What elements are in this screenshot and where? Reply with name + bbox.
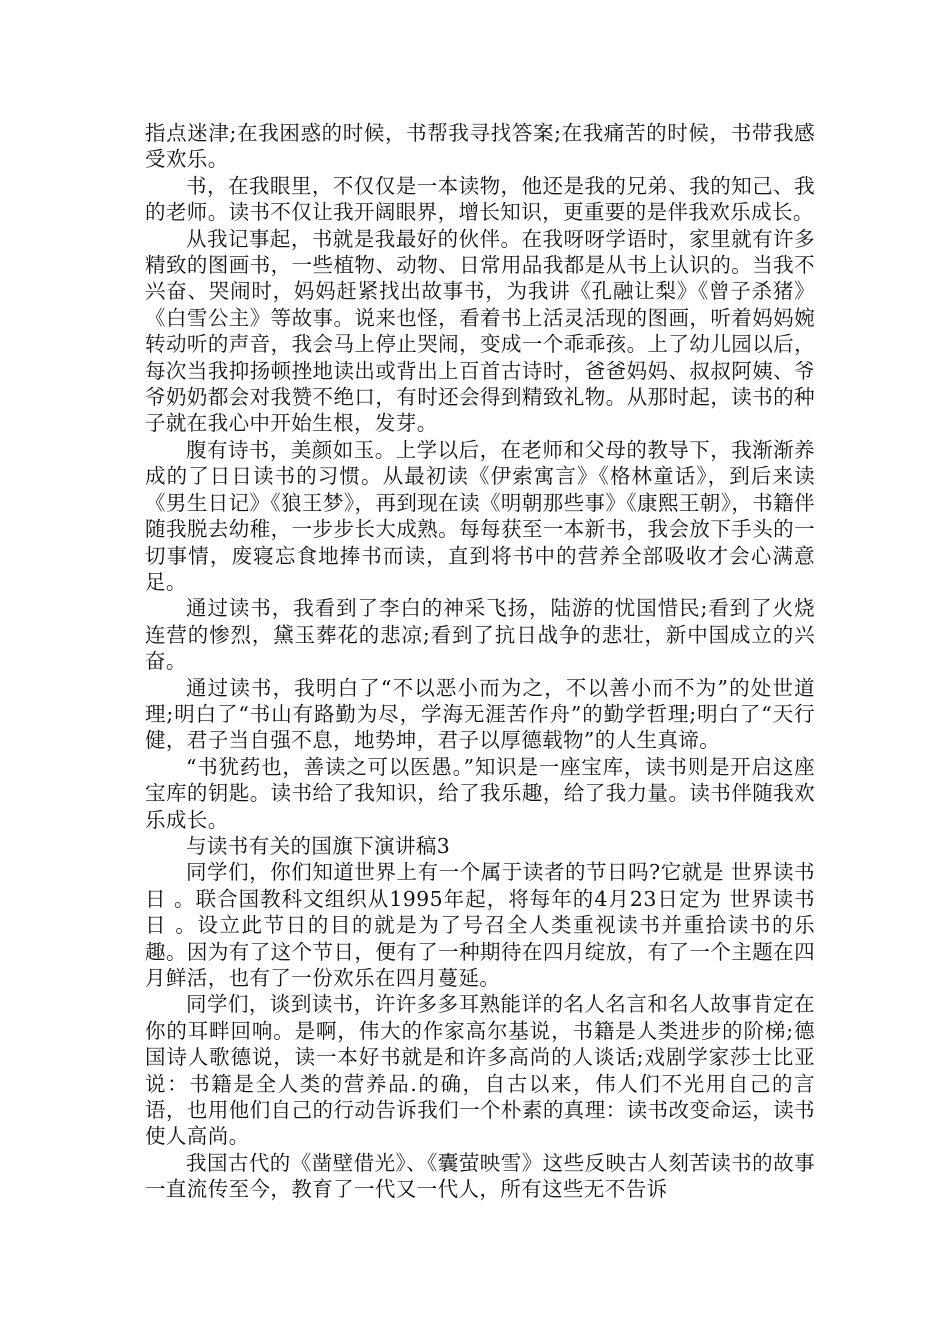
paragraph-3: 从我记事起，书就是我最好的伙伴。在我呀呀学语时，家里就有许多精致的图画书，一些植物、动物、日常用品我都是从书上认识的。当我不兴奋、哭闹时，妈妈赶紧找出故事书，为我讲《孔融让梨》《曾子杀猪》《白雪公主》等故事。说来也怪，看着书上活灵活现的图画，听着妈妈婉转动听的声音，我会马上停止哭闹，变成一个乖乖孩。上了幼儿园以后，每次当我抑扬顿挫地读出或背出上百首古诗时，爸爸妈妈、叔叔阿姨、爷爷奶奶都会对我赞不绝口，有时还会得到精致礼物。从那时起，读书的种子就在我心中开始生根，发芽。 (145, 226, 815, 436)
paragraph-4: 腹有诗书，美颜如玉。上学以后，在老师和父母的教导下，我渐渐养成的了日日读书的习惯。从最初读《伊索寓言》《格林童话》，到后来读《男生日记》《狼王梦》，再到现在读《明朝那些事》《康熙王朝》，书籍伴随我脱去幼稚，一步步长大成熟。每每获至一本新书，我会放下手头的一切事情，废寝忘食地捧书而读，直到将书中的营养全部吸收才会心满意足。 (145, 437, 815, 594)
section-heading: 与读书有关的国旗下演讲稿3 (186, 833, 451, 858)
document-page (145, 120, 815, 1203)
paragraph-7: “书犹药也，善读之可以医愚。”知识是一座宝库，读书则是开启这座宝库的钥匙。读书给了我知识，给了我乐趣，给了我力量。读书伴随我欢乐成长。 (145, 754, 815, 832)
paragraph-2: 书，在我眼里，不仅仅是一本读物，他还是我的兄弟、我的知己、我的老师。读书不仅让我开阔眼界，增长知识，更重要的是伴我欢乐成长。 (145, 173, 815, 225)
paragraph-9: 同学们，谈到读书，许许多多耳熟能详的名人名言和名人故事肯定在你的耳畔回响。是啊，伟大的作家高尔基说，书籍是人类进步的阶梯;德国诗人歌德说，读一本好书就是和许多高尚的人谈话;戏剧学家莎士比亚说：书籍是全人类的营养品.的确，自古以来，伟人们不光用自己的言语，也用他们自己的行动告诉我们一个朴素的真理：读书改变命运，读书使人高尚。 (145, 992, 815, 1149)
paragraph-1: 指点迷津;在我困惑的时候，书帮我寻找答案;在我痛苦的时候，书带我感受欢乐。 (145, 121, 815, 172)
paragraph-10: 我国古代的《凿壁借光》、《囊萤映雪》这些反映古人刻苦读书的故事一直流传至今，教育了一代又一代人，所有这些无不告诉 (145, 1150, 815, 1202)
paragraph-5: 通过读书，我看到了李白的神采飞扬，陆游的忧国惜民;看到了火烧连营的惨烈，黛玉葬花的悲凉;看到了抗日战争的悲壮，新中国成立的兴奋。 (145, 596, 815, 674)
paragraph-6: 通过读书，我明白了“不以恶小而为之，不以善小而不为”的处世道理;明白了“书山有路勤为尽，学海无涯苦作舟”的勤学哲理;明白了“天行健，君子当自强不息，地势坤，君子以厚德载物”的人生真谛。 (145, 675, 815, 753)
paragraph-8: 同学们，你们知道世界上有一个属于读者的节日吗?它就是 世界读书日 。联合国教科文组织从1995年起，将每年的4月23日定为 世界读书日 。设立此节日的目的就是为了号召全人类重视读书并重拾读书的乐趣。因为有了这个节日，便有了一种期待在四月绽放，有了一个主题在四月鲜活，也有了一份欢乐在四月蔓延。 (145, 860, 815, 990)
